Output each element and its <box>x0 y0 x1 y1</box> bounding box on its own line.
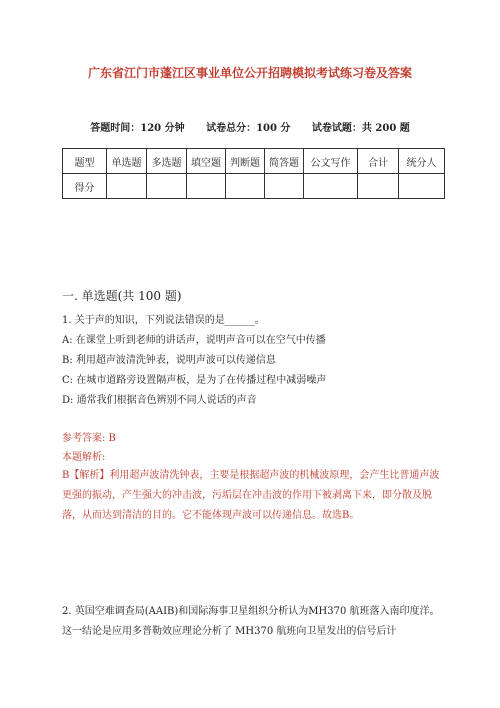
score-header-cell: 单选题 <box>107 149 147 174</box>
score-cell <box>226 174 265 199</box>
score-cell <box>187 174 226 199</box>
exam-question-count: 试卷试题：共 200 题 <box>311 123 410 134</box>
score-cell <box>358 174 399 199</box>
option-d: D: 通常我们根据音色辨别不同人说话的声音 <box>62 395 257 406</box>
score-cell <box>304 174 358 199</box>
score-table-header-row <box>63 149 445 174</box>
score-header-cell: 填空题 <box>187 149 226 174</box>
question-stem: 2. 英国空难调查局(AAIB)和国际海事卫星组织分析认为MH370 航班落入南印度洋。这一结论是应用多普勒效应理论分析了 MH370 航班向卫星发出的信号后计 <box>62 606 440 637</box>
section-title: 一. 单选题(共 100 题) <box>62 289 182 303</box>
score-header-cell: 多选题 <box>147 149 187 174</box>
reference-answer: 参考答案: B <box>62 433 116 444</box>
question-stem: 1. 关于声的知识，下列说法错误的是______。 <box>62 315 265 326</box>
page-title: 广东省江门市蓬江区事业单位公开招聘模拟考试练习卷及答案 <box>87 66 412 80</box>
explanation-label: 本题解析: <box>62 452 106 463</box>
explanation-text: B【解析】利用超声波清洗钟表，主要是根据超声波的机械波原理，会产生比普通声波更强的振动，产生强大的冲击波，污垢层在冲击波的作用下被剥离下来，即分散及脱落，从而达到清洁的目的。它不能体现声波可以传递信息。故选B。 <box>62 470 440 521</box>
score-row-label: 得分 <box>63 174 107 199</box>
score-header-cell: 题型 <box>63 149 107 174</box>
score-header-cell: 判断题 <box>226 149 265 174</box>
score-cell <box>147 174 187 199</box>
score-header-cell: 公文写作 <box>304 149 358 174</box>
exam-meta <box>0 119 500 134</box>
exam-time: 答题时间：120 分钟 <box>90 123 185 134</box>
option-a: A: 在课堂上听到老师的讲话声，说明声音可以在空气中传播 <box>62 335 326 346</box>
score-header-cell: 统分人 <box>399 149 445 174</box>
score-header-cell: 合计 <box>358 149 399 174</box>
score-cell <box>265 174 304 199</box>
score-table-score-row <box>63 174 445 199</box>
score-header-cell: 简答题 <box>265 149 304 174</box>
score-table <box>62 148 445 199</box>
option-b: B: 利用超声波清洗钟表，说明声波可以传递信息 <box>62 355 276 366</box>
exam-total-score: 试卷总分：100 分 <box>206 123 291 134</box>
score-cell <box>107 174 147 199</box>
option-c: C: 在城市道路旁设置隔声板，是为了在传播过程中减弱噪声 <box>62 375 327 386</box>
score-cell <box>399 174 445 199</box>
